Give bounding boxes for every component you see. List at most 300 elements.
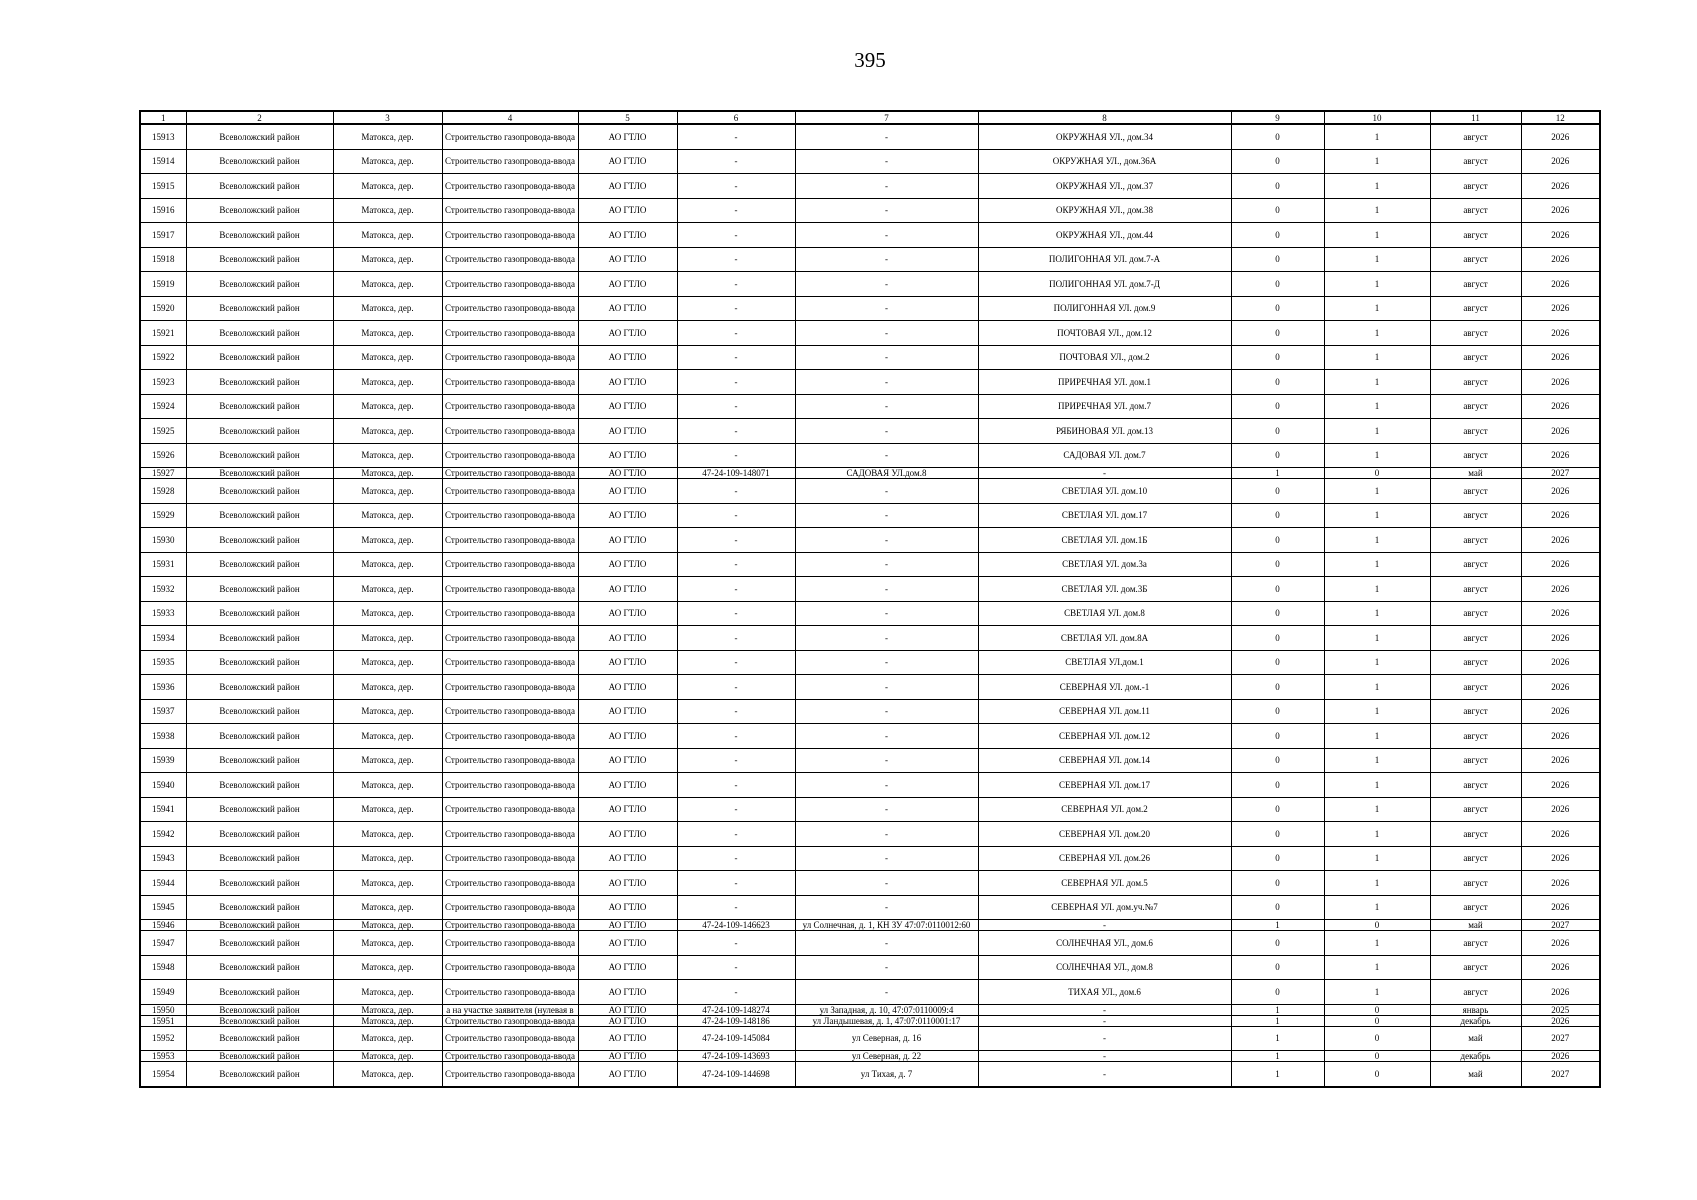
column-header: 3 xyxy=(333,111,442,124)
table-cell: 15932 xyxy=(140,577,186,602)
table-cell: Строительство газопровода-ввода xyxy=(442,503,578,528)
table-cell: 2026 xyxy=(1521,124,1600,149)
table-cell: - xyxy=(795,149,978,174)
table-cell: Матокса, дер. xyxy=(333,601,442,626)
table-cell: 1 xyxy=(1324,479,1430,504)
table-cell: - xyxy=(978,920,1231,931)
table-cell: Матокса, дер. xyxy=(333,980,442,1005)
table-cell: СЕВЕРНАЯ УЛ. дом.17 xyxy=(978,773,1231,798)
table-cell: 0 xyxy=(1231,247,1324,272)
table-row xyxy=(140,871,1600,896)
table-cell: 15954 xyxy=(140,1062,186,1087)
table-cell: - xyxy=(795,419,978,444)
table-cell: АО ГТЛО xyxy=(578,223,677,248)
table-cell: 2026 xyxy=(1521,419,1600,444)
table-cell: - xyxy=(795,675,978,700)
table-cell: АО ГТЛО xyxy=(578,552,677,577)
table-cell: Строительство газопровода-ввода xyxy=(442,479,578,504)
table-cell: Строительство газопровода-ввода xyxy=(442,443,578,468)
table-cell: Всеволожский район xyxy=(186,419,333,444)
table-cell: 15918 xyxy=(140,247,186,272)
table-cell: 0 xyxy=(1231,955,1324,980)
table-cell: АО ГТЛО xyxy=(578,1026,677,1051)
table-cell: Строительство газопровода-ввода xyxy=(442,296,578,321)
table-cell: 1 xyxy=(1324,650,1430,675)
table-cell: 0 xyxy=(1231,601,1324,626)
table-cell: 2026 xyxy=(1521,724,1600,749)
table-cell: АО ГТЛО xyxy=(578,797,677,822)
table-cell: 0 xyxy=(1231,773,1324,798)
table-cell: 2026 xyxy=(1521,1015,1600,1026)
table-cell: 2026 xyxy=(1521,272,1600,297)
table-cell: Всеволожский район xyxy=(186,345,333,370)
table-cell: - xyxy=(677,626,795,651)
table-cell: 0 xyxy=(1324,1051,1430,1062)
table-cell: АО ГТЛО xyxy=(578,699,677,724)
table-cell: август xyxy=(1430,846,1521,871)
table-cell: Всеволожский район xyxy=(186,1004,333,1015)
table-cell: 15950 xyxy=(140,1004,186,1015)
table-cell: 1 xyxy=(1324,773,1430,798)
table-cell: Всеволожский район xyxy=(186,724,333,749)
table-cell: Строительство газопровода-ввода xyxy=(442,552,578,577)
table-row xyxy=(140,321,1600,346)
table-cell: - xyxy=(677,773,795,798)
table-cell: - xyxy=(795,601,978,626)
table-cell: Всеволожский район xyxy=(186,149,333,174)
table-cell: Всеволожский район xyxy=(186,626,333,651)
table-cell: 15949 xyxy=(140,980,186,1005)
table-cell: 0 xyxy=(1231,552,1324,577)
table-cell: 2027 xyxy=(1521,920,1600,931)
table-cell: 15952 xyxy=(140,1026,186,1051)
table-cell: 15928 xyxy=(140,479,186,504)
table-cell: 1 xyxy=(1324,321,1430,346)
table-cell: 1 xyxy=(1324,699,1430,724)
table-cell: 15933 xyxy=(140,601,186,626)
table-cell: 1 xyxy=(1324,272,1430,297)
table-row xyxy=(140,479,1600,504)
table-cell: АО ГТЛО xyxy=(578,871,677,896)
table-cell: 2026 xyxy=(1521,1051,1600,1062)
table-cell: август xyxy=(1430,748,1521,773)
table-cell: август xyxy=(1430,955,1521,980)
table-cell: август xyxy=(1430,370,1521,395)
table-cell: август xyxy=(1430,931,1521,956)
table-row xyxy=(140,822,1600,847)
table-cell: 1 xyxy=(1231,920,1324,931)
table-cell: Строительство газопровода-ввода xyxy=(442,174,578,199)
table-cell: Всеволожский район xyxy=(186,528,333,553)
table-cell: - xyxy=(795,577,978,602)
table-cell: 1 xyxy=(1324,149,1430,174)
table-cell: 1 xyxy=(1324,503,1430,528)
table-cell: - xyxy=(795,797,978,822)
table-cell: Всеволожский район xyxy=(186,797,333,822)
table-cell: 1 xyxy=(1324,124,1430,149)
table-row xyxy=(140,124,1600,149)
table-cell: - xyxy=(677,931,795,956)
table-cell: 2026 xyxy=(1521,748,1600,773)
table-cell: АО ГТЛО xyxy=(578,724,677,749)
table-cell: Матокса, дер. xyxy=(333,822,442,847)
table-cell: СЕВЕРНАЯ УЛ. дом.11 xyxy=(978,699,1231,724)
table-cell: Матокса, дер. xyxy=(333,198,442,223)
table-cell: Матокса, дер. xyxy=(333,247,442,272)
table-cell: 2027 xyxy=(1521,1026,1600,1051)
table-cell: 15946 xyxy=(140,920,186,931)
table-cell: Матокса, дер. xyxy=(333,479,442,504)
table-cell: 0 xyxy=(1231,797,1324,822)
table-cell: 0 xyxy=(1324,1004,1430,1015)
table-body xyxy=(140,124,1600,1087)
table-row xyxy=(140,528,1600,553)
table-cell: 2026 xyxy=(1521,174,1600,199)
table-cell: ул Северная, д. 22 xyxy=(795,1051,978,1062)
table-cell: 0 xyxy=(1231,198,1324,223)
table-cell: - xyxy=(795,321,978,346)
table-cell: 2026 xyxy=(1521,223,1600,248)
table-cell: ОКРУЖНАЯ УЛ., дом.34 xyxy=(978,124,1231,149)
table-cell: - xyxy=(677,552,795,577)
table-cell: АО ГТЛО xyxy=(578,272,677,297)
table-cell: АО ГТЛО xyxy=(578,345,677,370)
table-cell: Всеволожский район xyxy=(186,223,333,248)
table-cell: 47-24-109-145084 xyxy=(677,1026,795,1051)
table-cell: 0 xyxy=(1231,370,1324,395)
table-row xyxy=(140,345,1600,370)
table-cell: август xyxy=(1430,247,1521,272)
table-cell: 2025 xyxy=(1521,1004,1600,1015)
table-cell: Всеволожский район xyxy=(186,748,333,773)
table-cell: Всеволожский район xyxy=(186,272,333,297)
table-cell: - xyxy=(795,124,978,149)
table-cell: 0 xyxy=(1231,479,1324,504)
table-cell: - xyxy=(978,1004,1231,1015)
table-cell: 1 xyxy=(1324,552,1430,577)
table-cell: август xyxy=(1430,223,1521,248)
table-cell: Всеволожский район xyxy=(186,822,333,847)
table-cell: 15924 xyxy=(140,394,186,419)
table-cell: Строительство газопровода-ввода xyxy=(442,1062,578,1087)
table-cell: СЕВЕРНАЯ УЛ. дом.20 xyxy=(978,822,1231,847)
table-cell: - xyxy=(677,124,795,149)
table-row xyxy=(140,920,1600,931)
table-cell: СВЕТЛАЯ УЛ. дом.1Б xyxy=(978,528,1231,553)
table-cell: - xyxy=(795,394,978,419)
table-cell: 15927 xyxy=(140,468,186,479)
table-cell: май xyxy=(1430,920,1521,931)
table-cell: Всеволожский район xyxy=(186,552,333,577)
table-cell: 15951 xyxy=(140,1015,186,1026)
table-cell: АО ГТЛО xyxy=(578,370,677,395)
table-row xyxy=(140,272,1600,297)
table-cell: 2026 xyxy=(1521,479,1600,504)
table-cell: 15934 xyxy=(140,626,186,651)
table-cell: Матокса, дер. xyxy=(333,419,442,444)
table-cell: декабрь xyxy=(1430,1051,1521,1062)
table-cell: 15937 xyxy=(140,699,186,724)
table-cell: АО ГТЛО xyxy=(578,773,677,798)
table-cell: Строительство газопровода-ввода xyxy=(442,846,578,871)
table-cell: 1 xyxy=(1324,895,1430,920)
column-header: 10 xyxy=(1324,111,1430,124)
table-cell: Строительство газопровода-ввода xyxy=(442,149,578,174)
table-cell: ОКРУЖНАЯ УЛ., дом.36А xyxy=(978,149,1231,174)
table-cell: Матокса, дер. xyxy=(333,272,442,297)
table-cell: Строительство газопровода-ввода xyxy=(442,1026,578,1051)
table-cell: август xyxy=(1430,198,1521,223)
table-cell: 47-24-109-143693 xyxy=(677,1051,795,1062)
table-cell: Матокса, дер. xyxy=(333,124,442,149)
table-cell: Всеволожский район xyxy=(186,296,333,321)
table-cell: АО ГТЛО xyxy=(578,955,677,980)
table-cell: РЯБИНОВАЯ УЛ. дом.13 xyxy=(978,419,1231,444)
table-cell: 1 xyxy=(1324,724,1430,749)
table-cell: Строительство газопровода-ввода xyxy=(442,931,578,956)
table-cell: Строительство газопровода-ввода xyxy=(442,895,578,920)
table-cell: 0 xyxy=(1324,1062,1430,1087)
table-cell: ПРИРЕЧНАЯ УЛ. дом.7 xyxy=(978,394,1231,419)
table-cell: Строительство газопровода-ввода xyxy=(442,601,578,626)
table-cell: август xyxy=(1430,272,1521,297)
table-cell: СЕВЕРНАЯ УЛ. дом.12 xyxy=(978,724,1231,749)
table-cell: Всеволожский район xyxy=(186,503,333,528)
table-cell: 15947 xyxy=(140,931,186,956)
table-cell: 0 xyxy=(1231,895,1324,920)
table-cell: 15917 xyxy=(140,223,186,248)
table-cell: - xyxy=(795,479,978,504)
table-cell: ПОЛИГОННАЯ УЛ. дом.7-Д xyxy=(978,272,1231,297)
table-row xyxy=(140,1062,1600,1087)
table-cell: 15916 xyxy=(140,198,186,223)
table-cell: АО ГТЛО xyxy=(578,1015,677,1026)
table-cell: АО ГТЛО xyxy=(578,174,677,199)
table-cell: 0 xyxy=(1231,443,1324,468)
table-cell: 1 xyxy=(1324,601,1430,626)
table-cell: Всеволожский район xyxy=(186,479,333,504)
table-cell: Матокса, дер. xyxy=(333,174,442,199)
table-cell: август xyxy=(1430,321,1521,346)
table-cell: Матокса, дер. xyxy=(333,296,442,321)
table-cell: СОЛНЕЧНАЯ УЛ., дом.8 xyxy=(978,955,1231,980)
table-cell: - xyxy=(677,650,795,675)
table-cell: Матокса, дер. xyxy=(333,1051,442,1062)
table-cell: 15953 xyxy=(140,1051,186,1062)
table-cell: 2026 xyxy=(1521,895,1600,920)
table-cell: 15944 xyxy=(140,871,186,896)
table-cell: 0 xyxy=(1231,174,1324,199)
table-cell: 0 xyxy=(1231,503,1324,528)
table-row xyxy=(140,1026,1600,1051)
table-cell: - xyxy=(795,552,978,577)
table-cell: СЕВЕРНАЯ УЛ. дом.-1 xyxy=(978,675,1231,700)
table-cell: - xyxy=(677,895,795,920)
table-cell: Строительство газопровода-ввода xyxy=(442,198,578,223)
table-cell: Строительство газопровода-ввода xyxy=(442,748,578,773)
table-cell: 2026 xyxy=(1521,699,1600,724)
table-row xyxy=(140,931,1600,956)
table-cell: 2026 xyxy=(1521,773,1600,798)
table-cell: Всеволожский район xyxy=(186,1026,333,1051)
table-cell: 1 xyxy=(1324,394,1430,419)
table-cell: Строительство газопровода-ввода xyxy=(442,675,578,700)
table-cell: 47-24-109-148071 xyxy=(677,468,795,479)
table-cell: АО ГТЛО xyxy=(578,247,677,272)
table-row xyxy=(140,149,1600,174)
table-cell: ул Ландышевая, д. 1, 47:07:0110001:17 xyxy=(795,1015,978,1026)
table-cell: Матокса, дер. xyxy=(333,370,442,395)
table-cell: 0 xyxy=(1324,920,1430,931)
table-cell: АО ГТЛО xyxy=(578,296,677,321)
table-cell: - xyxy=(677,724,795,749)
table-cell: СВЕТЛАЯ УЛ. дом.17 xyxy=(978,503,1231,528)
table-cell: 2026 xyxy=(1521,370,1600,395)
table-cell: АО ГТЛО xyxy=(578,980,677,1005)
table-cell: - xyxy=(677,479,795,504)
table-cell: СВЕТЛАЯ УЛ.дом.1 xyxy=(978,650,1231,675)
table-cell: - xyxy=(677,797,795,822)
table-cell: Строительство газопровода-ввода xyxy=(442,528,578,553)
table-cell: - xyxy=(795,528,978,553)
table-cell: - xyxy=(677,443,795,468)
table-cell: Всеволожский район xyxy=(186,577,333,602)
column-header: 7 xyxy=(795,111,978,124)
table-cell: 1 xyxy=(1324,296,1430,321)
table-cell: Строительство газопровода-ввода xyxy=(442,577,578,602)
table-cell: 0 xyxy=(1231,419,1324,444)
table-cell: 15938 xyxy=(140,724,186,749)
table-cell: АО ГТЛО xyxy=(578,1062,677,1087)
table-cell: Всеволожский район xyxy=(186,1015,333,1026)
table-cell: - xyxy=(795,773,978,798)
table-cell: 2026 xyxy=(1521,443,1600,468)
table-cell: СЕВЕРНАЯ УЛ. дом.14 xyxy=(978,748,1231,773)
table-cell: 15935 xyxy=(140,650,186,675)
table-cell: - xyxy=(677,149,795,174)
table-cell: 47-24-109-148186 xyxy=(677,1015,795,1026)
table-cell: 15939 xyxy=(140,748,186,773)
table-cell: Строительство газопровода-ввода xyxy=(442,370,578,395)
table-cell: АО ГТЛО xyxy=(578,626,677,651)
table-cell: ПОЛИГОННАЯ УЛ. дом.7-А xyxy=(978,247,1231,272)
table-cell: 0 xyxy=(1324,1026,1430,1051)
table-row xyxy=(140,601,1600,626)
table-cell: 2026 xyxy=(1521,650,1600,675)
table-cell: Строительство газопровода-ввода xyxy=(442,871,578,896)
table-cell: 2026 xyxy=(1521,980,1600,1005)
table-cell: - xyxy=(795,272,978,297)
column-header: 5 xyxy=(578,111,677,124)
table-cell: - xyxy=(978,1015,1231,1026)
table-cell: 0 xyxy=(1231,871,1324,896)
table-cell: - xyxy=(978,1062,1231,1087)
table-cell: Матокса, дер. xyxy=(333,797,442,822)
table-cell: - xyxy=(677,198,795,223)
table-cell: ул Северная, д. 16 xyxy=(795,1026,978,1051)
table-cell: 2026 xyxy=(1521,797,1600,822)
table-row xyxy=(140,552,1600,577)
table-cell: Матокса, дер. xyxy=(333,1004,442,1015)
table-cell: - xyxy=(795,345,978,370)
table-cell: АО ГТЛО xyxy=(578,198,677,223)
table-cell: Всеволожский район xyxy=(186,675,333,700)
table-cell: АО ГТЛО xyxy=(578,1004,677,1015)
table-cell: август xyxy=(1430,650,1521,675)
table-cell: Всеволожский район xyxy=(186,198,333,223)
table-cell: Всеволожский район xyxy=(186,895,333,920)
table-cell: 1 xyxy=(1324,871,1430,896)
table-row xyxy=(140,724,1600,749)
table-cell: 15919 xyxy=(140,272,186,297)
table-cell: август xyxy=(1430,345,1521,370)
table-row xyxy=(140,223,1600,248)
table-cell: август xyxy=(1430,773,1521,798)
table-row xyxy=(140,443,1600,468)
table-cell: АО ГТЛО xyxy=(578,577,677,602)
table-cell: август xyxy=(1430,503,1521,528)
table-cell: СВЕТЛАЯ УЛ. дом.3Б xyxy=(978,577,1231,602)
table-cell: 1 xyxy=(1324,443,1430,468)
table-row xyxy=(140,577,1600,602)
table-cell: 1 xyxy=(1231,1015,1324,1026)
table-cell: 1 xyxy=(1324,577,1430,602)
table-cell: 15942 xyxy=(140,822,186,847)
table-cell: Всеволожский район xyxy=(186,394,333,419)
table-cell: Всеволожский район xyxy=(186,871,333,896)
table-cell: ОКРУЖНАЯ УЛ., дом.44 xyxy=(978,223,1231,248)
table-cell: Всеволожский район xyxy=(186,443,333,468)
table-cell: август xyxy=(1430,797,1521,822)
table-cell: 47-24-109-146623 xyxy=(677,920,795,931)
table-cell: АО ГТЛО xyxy=(578,846,677,871)
column-header: 6 xyxy=(677,111,795,124)
table-cell: Строительство газопровода-ввода xyxy=(442,1015,578,1026)
table-cell: Всеволожский район xyxy=(186,601,333,626)
table-cell: 0 xyxy=(1231,149,1324,174)
table-cell: 0 xyxy=(1231,699,1324,724)
table-cell: 0 xyxy=(1231,822,1324,847)
table-cell: 15941 xyxy=(140,797,186,822)
table-row xyxy=(140,174,1600,199)
table-cell: - xyxy=(795,931,978,956)
column-header: 8 xyxy=(978,111,1231,124)
table-cell: август xyxy=(1430,822,1521,847)
table-cell: Матокса, дер. xyxy=(333,724,442,749)
table-cell: 2026 xyxy=(1521,321,1600,346)
table-cell: Матокса, дер. xyxy=(333,552,442,577)
table-cell: ПОЧТОВАЯ УЛ., дом.2 xyxy=(978,345,1231,370)
table-cell: Строительство газопровода-ввода xyxy=(442,321,578,346)
table-cell: - xyxy=(795,174,978,199)
table-cell: - xyxy=(677,748,795,773)
table-cell: - xyxy=(795,846,978,871)
table-cell: 0 xyxy=(1231,124,1324,149)
table-cell: - xyxy=(795,198,978,223)
table-cell: - xyxy=(677,955,795,980)
table-cell: 0 xyxy=(1231,846,1324,871)
table-cell: 2027 xyxy=(1521,1062,1600,1087)
table-cell: Всеволожский район xyxy=(186,321,333,346)
table-cell: - xyxy=(795,895,978,920)
table-cell: август xyxy=(1430,871,1521,896)
table-cell: - xyxy=(677,321,795,346)
table-cell: - xyxy=(677,980,795,1005)
table-cell: Матокса, дер. xyxy=(333,773,442,798)
table-cell: 0 xyxy=(1231,748,1324,773)
table-cell: Матокса, дер. xyxy=(333,626,442,651)
table-cell: август xyxy=(1430,699,1521,724)
